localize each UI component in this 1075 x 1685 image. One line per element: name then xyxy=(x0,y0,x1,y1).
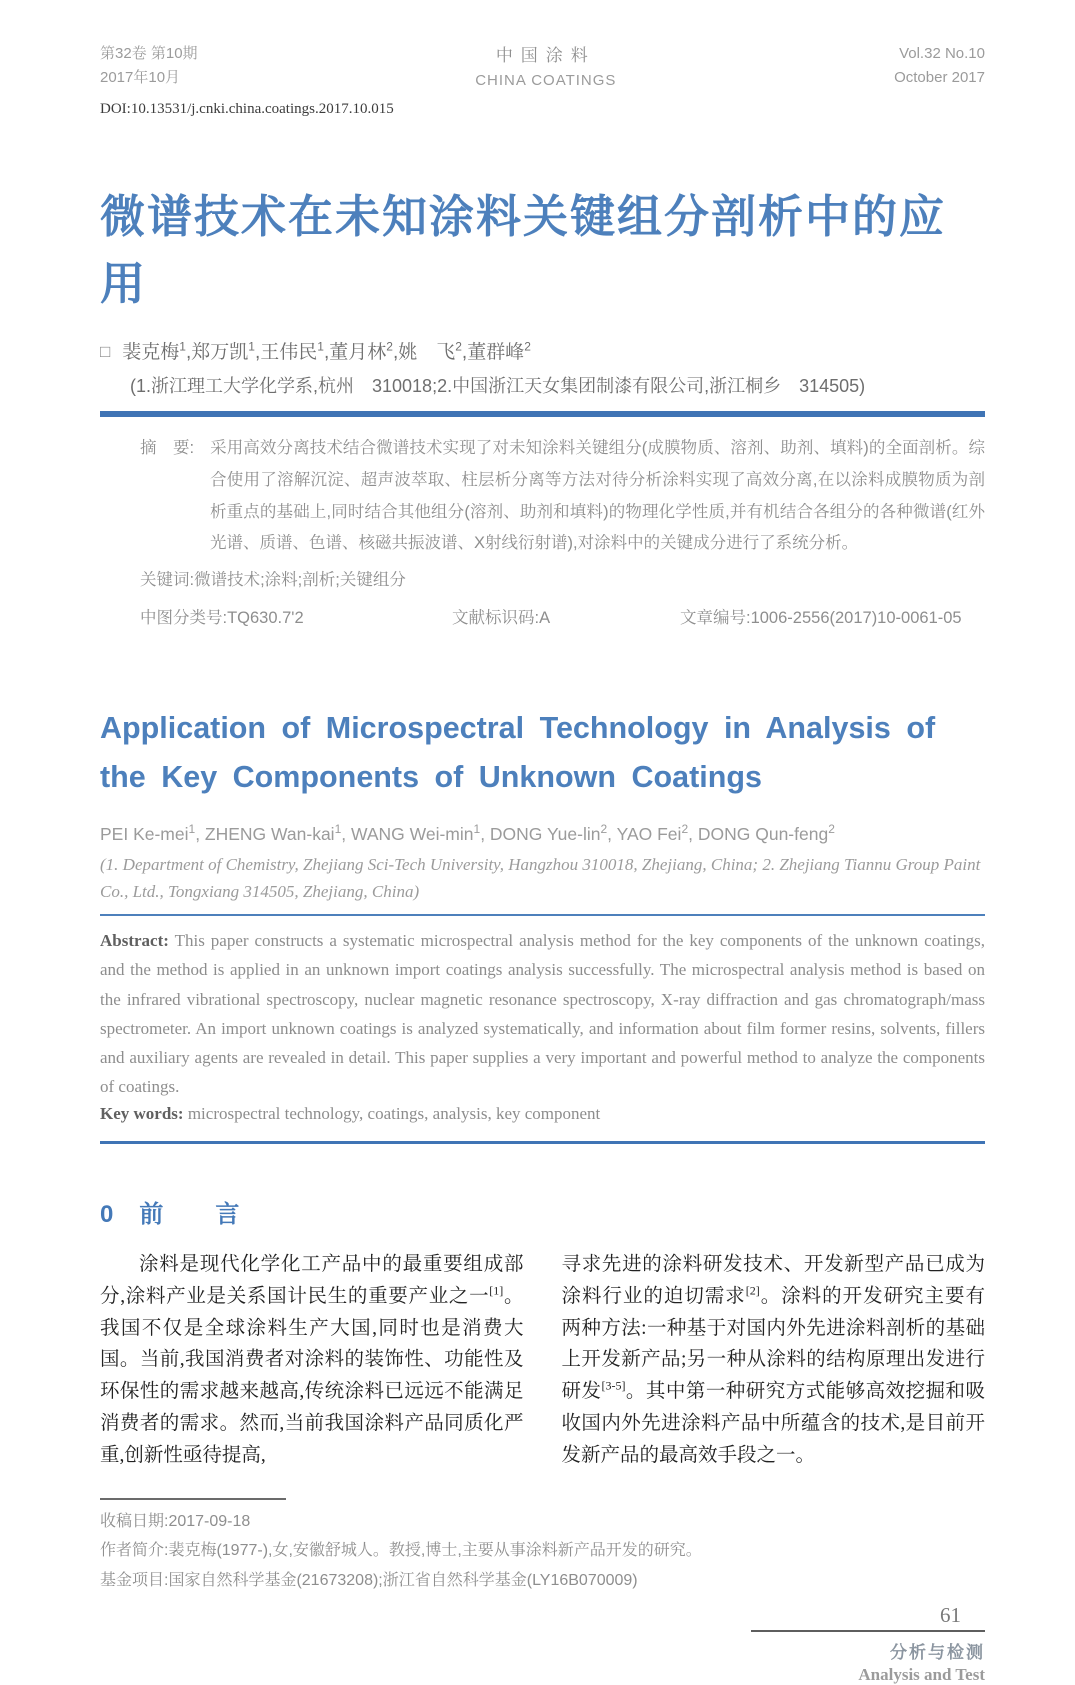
article-title-en: Application of Microspectral Technology in Analysis of the Key Components of Unknown Coatings xyxy=(100,711,936,794)
intro-paragraph-left: 涂料是现代化学化工产品中的最重要组成部分,涂料产业是关系国计民生的重要产业之一[1]。我国不仅是全球涂料生产大国,同时也是消费大国。当前,我国消费者对涂料的装饰性、功能性及环保性的需求越来越高,传统涂料已远远不能满足消费者的需求。然而,当前我国涂料产品同质化严重,创新性亟待提高, xyxy=(100,1253,524,1467)
abstract-en-text: This paper constructs a systematic microspectral analysis method for the key components of the unknown coatings, and the method is applied in an unknown import coatings analysis successfully. The microspectral analysis method is based on the infrared vibrational spectroscopy, nuclear magnetic resonance spectroscopy, X-ray diffraction and gas chromatograph/mass spectrometer. An import unknown coatings is analyzed systematically, and information about film former resins, solvents, fillers and auxiliary agents are revealed in detail. This paper supplies a very important and powerful method to analyze the components of coatings. xyxy=(100,931,985,1097)
issue-info-en xyxy=(894,42,985,90)
abstract-cn xyxy=(140,433,985,560)
keywords-en xyxy=(100,1104,985,1124)
author-bio: 作者简介:裴克梅(1977-),女,安徽舒城人。教授,博士,主要从事涂料新产品开发的研究。 xyxy=(100,1542,702,1560)
authors-cn-list: 裴克梅$^1$,郑万凯$^1$,王伟民$^1$,董月林$^2$,姚 飞$^2$,董群峰$^2$ xyxy=(122,340,531,364)
clc-number: 中图分类号:TQ630.7'2 xyxy=(140,609,304,628)
issue-info-cn xyxy=(100,42,198,90)
section-title: 前 言 xyxy=(139,1200,254,1228)
date-en: October 2017 xyxy=(894,69,985,86)
doi: DOI:10.13531/j.cnki.china.coatings.2017.10.015 xyxy=(100,101,394,118)
volume-issue-cn: 第32卷 第10期 xyxy=(100,45,198,62)
affiliation-en: (1. Department of Chemistry, Zhejiang Sci-Tech University, Hangzhou 310018, Zhejiang, China; 2. Zhejiang Tiannu Group Paint Co., Ltd., Tongxiang 314505, Zhejiang, China) xyxy=(100,855,981,901)
journal-name-cn: 中国涂料 xyxy=(495,46,596,65)
keywords-en-label: Key words: xyxy=(100,1103,184,1123)
footer-rule xyxy=(751,1630,985,1632)
journal-header xyxy=(100,42,985,118)
journal-name xyxy=(475,42,616,93)
classification-row xyxy=(140,604,985,628)
section-number: 0 xyxy=(100,1200,114,1228)
journal-name-en: CHINA COATINGS xyxy=(475,72,617,90)
divider-rule-mid xyxy=(100,1141,985,1144)
divider-rule-thin xyxy=(100,914,985,916)
affiliation-cn: (1.浙江理工大学化学系,杭州 310018;2.中国浙江天女集团制漆有限公司,浙江桐乡 314505) xyxy=(130,376,866,397)
article-id: 文章编号:1006-2556(2017)10-0061-05 xyxy=(680,609,962,628)
abstract-en xyxy=(100,926,985,1101)
volume-issue-en: Vol.32 No.10 xyxy=(899,45,985,62)
two-column-body xyxy=(100,1249,985,1473)
authors-en: PEI Ke-mei$^1$, ZHENG Wan-kai$^1$, WANG Wei-$\min^1$, DONG Yue-lin$^2$, YAO Fei$^2$, DONG Qun-feng$^2$ xyxy=(100,821,835,844)
intro-paragraph-right: 寻求先进的涂料研发技术、开发新型产品已成为涂料行业的迫切需求[2]。涂料的开发研究主要有两种方法:一种基于对国内外先进涂料剖析的基础上开发新产品;另一种从涂料的结构原理出发进行研发[3-5]。其中第一种研究方式能够高效挖掘和吸收国内外先进涂料产品中所蕴含的技术,是目前开发新产品的最高效手段之一。 xyxy=(561,1253,985,1467)
date-cn: 2017年10月 xyxy=(100,69,181,86)
abstract-cn-label: 摘 要: xyxy=(140,439,195,458)
body-column-right xyxy=(562,1249,986,1473)
footer-section-cn: 分析与检测 xyxy=(890,1642,985,1662)
authors-cn xyxy=(100,337,985,364)
abstract-cn-text: 采用高效分离技术结合微谱技术实现了对未知涂料关键组分(成膜物质、溶剂、助剂、填料)的全面剖析。综合使用了溶解沉淀、超声波萃取、柱层析分离等方法对待分析涂料实现了高效分离,在以涂料成膜物质为剖析重点的基础上,同时结合其他组分(溶剂、助剂和填料)的物理化学性质,并有机结合各组分的各种微谱(红外光谱、质谱、色谱、核磁共振波谱、X射线衍射谱),对涂料中的关键成分进行了系统分析。 xyxy=(210,439,985,553)
keywords-en-text: microspectral technology, coatings, analysis, key component xyxy=(183,1103,601,1123)
keywords-cn: 关键词:微谱技术;涂料;剖析;关键组分 xyxy=(140,571,406,590)
abstract-en-label: Abstract: xyxy=(100,931,169,951)
funding-info: 基金项目:国家自然科学基金(21673208);浙江省自然科学基金(LY16B070009) xyxy=(100,1571,638,1589)
divider-rule-thick xyxy=(100,411,985,417)
received-date: 收稿日期:2017-09-18 xyxy=(100,1513,251,1531)
document-code: 文献标识码:A xyxy=(452,609,551,628)
article-title-cn: 微谱技术在未知涂料关键组分剖析中的应用 xyxy=(100,191,947,309)
body-column-left xyxy=(100,1249,524,1473)
footnote-block xyxy=(100,1498,985,1594)
page-footer xyxy=(100,1603,985,1685)
footnote-divider xyxy=(100,1498,286,1500)
author-marker-icon: □ xyxy=(100,342,111,362)
section-heading xyxy=(100,1194,985,1229)
footer-section-en: Analysis and Test xyxy=(858,1664,985,1684)
page-number: 61 xyxy=(940,1602,961,1627)
